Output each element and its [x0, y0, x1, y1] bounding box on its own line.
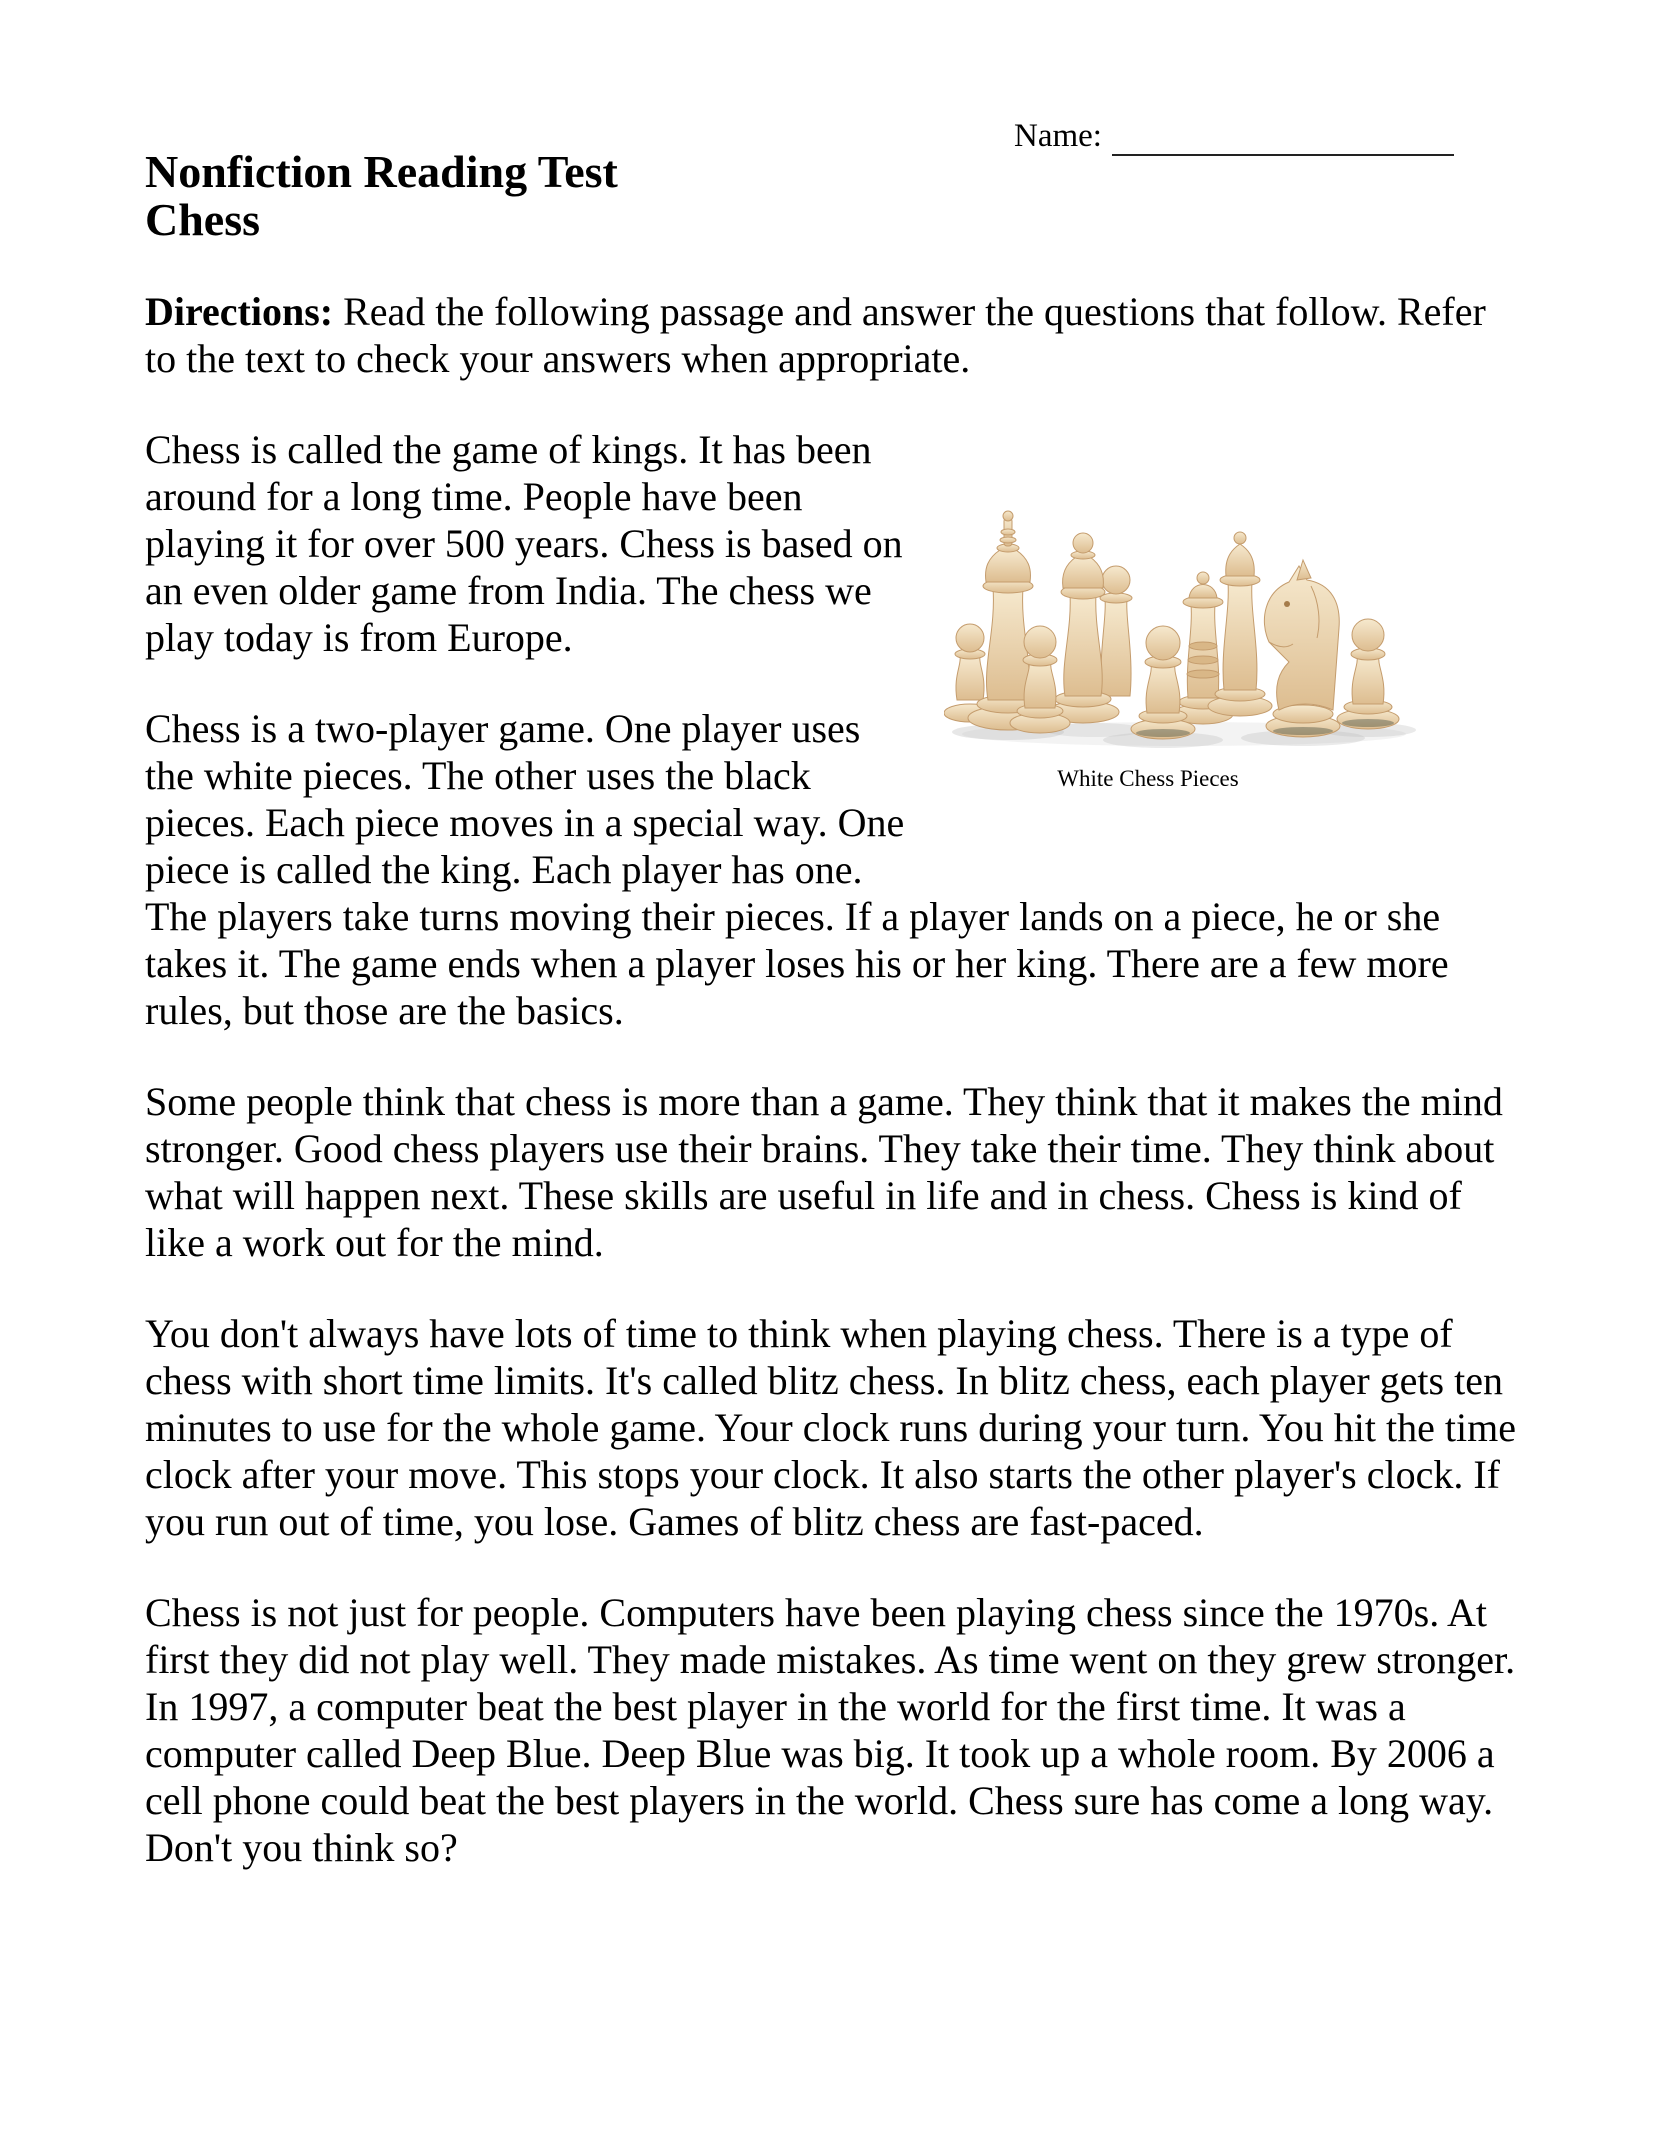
background-pawn-piece-2: [1100, 566, 1132, 696]
chess-pieces-image: [944, 474, 1424, 752]
image-caption: White Chess Pieces: [1057, 766, 1239, 791]
passage-paragraph-3: Some people think that chess is more than a game. They think that it makes the mind stronger. Good chess players use their brains. They take their time. They think about what will happen next. These skills are useful in life and in chess. Chess is kind of like a work out for the mind.: [145, 1079, 1503, 1265]
name-label: Name:: [1014, 118, 1102, 154]
chess-pieces-photo-svg: [944, 474, 1424, 752]
passage-paragraph-5: Chess is not just for people. Computers have been playing chess since the 1970s. At first they did not play well. They made mistakes. As time went on they grew stronger. In 1997, a computer beat the best player in the world for the first time. It was a computer called Deep Blue. Deep Blue was big. It took up a whole room. By 2006 a cell phone could beat the best players in the world. Chess sure has come a long way. Don't you think so?: [145, 1590, 1516, 1870]
directions-label: Directions:: [145, 289, 334, 334]
passage-paragraph-1: Chess is called the game of kings. It has been around for a long time. People have been playing it for over 500 years. Chess is based on an even older game from India. The chess we play today is from Europe.: [145, 427, 903, 660]
passage-paragraph-2: Chess is a two-player game. One player uses the white pieces. The other uses the black pieces. Each piece moves in a special way. One piece is called the king. Each player has one. The players take turns moving their pieces. If a player lands on a piece, he or she takes it. The game ends when a player loses his or her king. There are a few more rules, but those are the basics.: [145, 706, 1449, 1033]
passage: [145, 426, 1516, 1871]
title-line-2: Chess: [145, 194, 261, 245]
knight-piece: [1264, 560, 1340, 737]
directions-text: Read the following passage and answer the questions that follow. Refer to the text to check your answers when appropriate.: [145, 289, 1486, 381]
directions: [145, 288, 1516, 382]
name-field-row: [1014, 116, 1454, 156]
pawn-piece-2: [1131, 626, 1195, 739]
page-title: [145, 148, 1516, 244]
name-blank-line[interactable]: [1112, 118, 1454, 156]
passage-paragraph-4: You don't always have lots of time to think when playing chess. There is a type of chess with short time limits. It's called blitz chess. In blitz chess, each player gets ten minutes to use for the whole game. Your clock runs during your turn. You hit the time clock after your move. This stops your clock. It also starts the other player's clock. If you run out of time, you lose. Games of blitz chess are fast-paced.: [145, 1311, 1516, 1544]
title-line-1: Nonfiction Reading Test: [145, 146, 618, 197]
pawn-piece-3: [1337, 619, 1399, 729]
chess-figure: [908, 474, 1516, 872]
